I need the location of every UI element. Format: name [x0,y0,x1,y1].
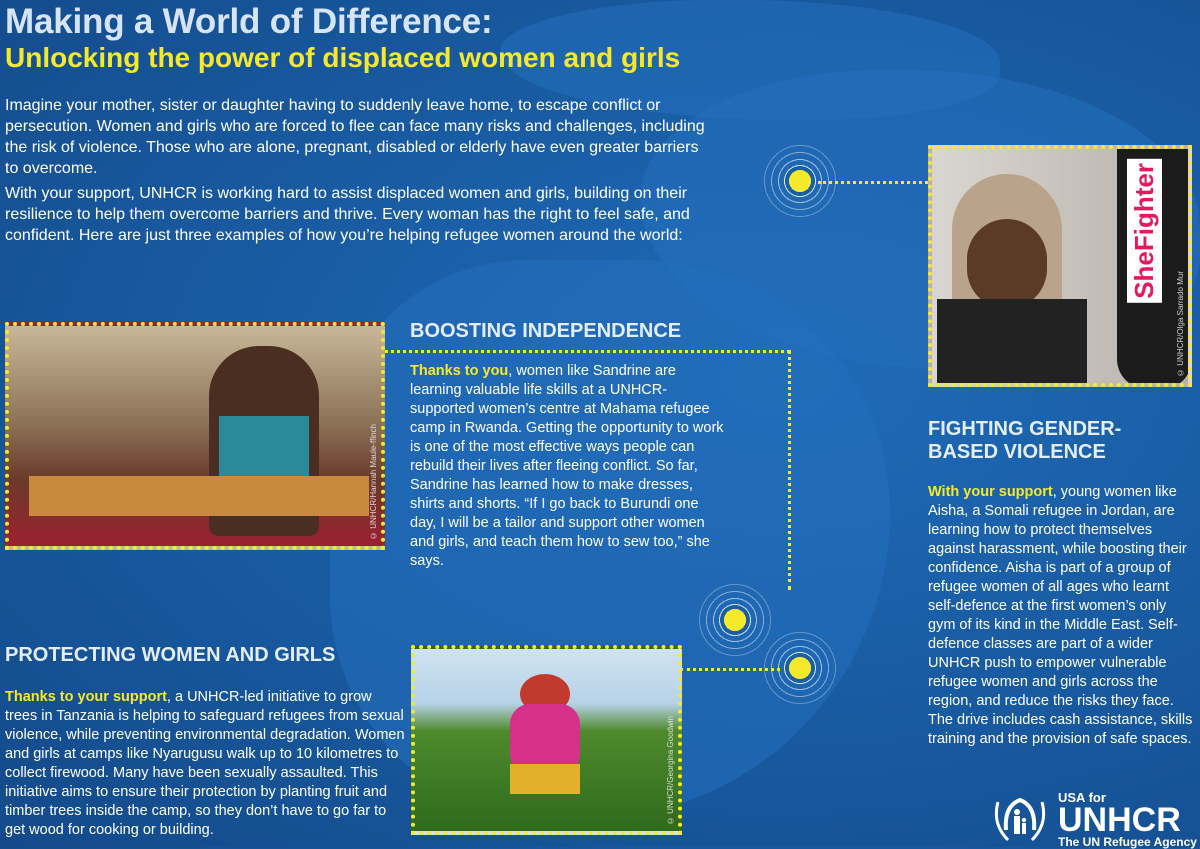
photo-credit: © UNHCR/Olga Sarrado Mur [1176,271,1185,377]
highlight-lead: Thanks to your support [5,689,167,705]
page-title: Making a World of Difference: [5,2,493,41]
highlight-lead: With your support [928,484,1053,500]
highlight-lead: Thanks to you [410,363,509,379]
connector-line [818,181,928,184]
logo-line-3: The UN Refugee Agency [1058,835,1197,849]
intro-paragraph-1: Imagine your mother, sister or daughter having to suddenly leave home, to escape conflict or persecution. Women and girls who are forced to flee can face many risks and challenges, including the risk of violence. Those who are alone, pregnant, disabled or elderly have even greater barriers to overcome. [5,97,705,177]
section-body-fighting-gbv [928,483,1193,749]
logo-line-1: USA for [1058,790,1106,805]
photo-woman-planting [411,645,682,835]
connector-line [788,350,791,590]
body-text: , a UNHCR-led initiative to grow trees in Tanzania is helping to safeguard refugees from sexual violence, while preventing environmental degradation. Women and girls at camps like Nyarugusu walk up to 10 kilometres to collect firewood. Many have been sexually assaulted. This initiative aims to ensure their protection by planting fruit and timber trees inside the camp, so they don’t have to go far to get wood for cooking or building. [5,689,405,838]
body-text: , young women like Aisha, a Somali refugee in Jordan, are learning how to protect themselves against harassment, while boosting their confidence. Aisha is part of a group of refugee women of all ages who learnt self-defence at the first women’s only gym of its kind in the Middle East. Self-defence classes are part of a wider UNHCR push to empower vulnerable refugee women and girls across the region, and reduce the risks they face. The drive includes cash assistance, skills training and the provision of safe spaces. [928,484,1193,747]
logo-line-2: UNHCR [1058,801,1181,839]
section-heading-protecting: PROTECTING WOMEN AND GIRLS [5,644,336,666]
location-marker-rwanda [697,582,773,658]
body-text: , women like Sandrine are learning valuable life skills at a UNHCR-supported women’s centre at Mahama refugee camp in Rwanda. Getting the opportunity to work is one of the most effective ways people can rebuild their lives after fleeing conflict. So far, Sandrine has learned how to make dresses, shirts and shorts. “If I go back to Burundi one day, I will be a tailor and support other women and girls, and teach them how to sew too,” she says. [410,363,724,569]
punching-bag-label: SheFighter [1127,159,1162,303]
section-body-protecting [5,688,405,840]
intro-paragraph-2: With your support, UNHCR is working hard to assist displaced women and girls, building on their resilience to help them overcome barriers and thrive. Every woman has the right to feel safe, and confident. Here are just three examples of how you’re helping refugee women around the world: [5,185,690,244]
connector-line [385,350,790,353]
section-body-boosting-independence [410,362,725,571]
unhcr-emblem-icon [990,794,1050,846]
connector-line [680,668,780,671]
photo-sewing-woman [5,322,385,550]
section-heading-boosting-independence: BOOSTING INDEPENDENCE [410,320,682,342]
section-heading-fighting-gbv: FIGHTING GENDER-BASED VIOLENCE [928,418,1122,463]
unhcr-logo [990,790,1197,849]
photo-self-defence-gym [928,145,1192,387]
photo-credit: © UNHCR/Hannah Maule-ffinch [369,423,378,540]
page-subtitle: Unlocking the power of displaced women and girls [5,42,681,73]
photo-credit: © UNHCR/Georgina Goodwin [666,715,675,825]
